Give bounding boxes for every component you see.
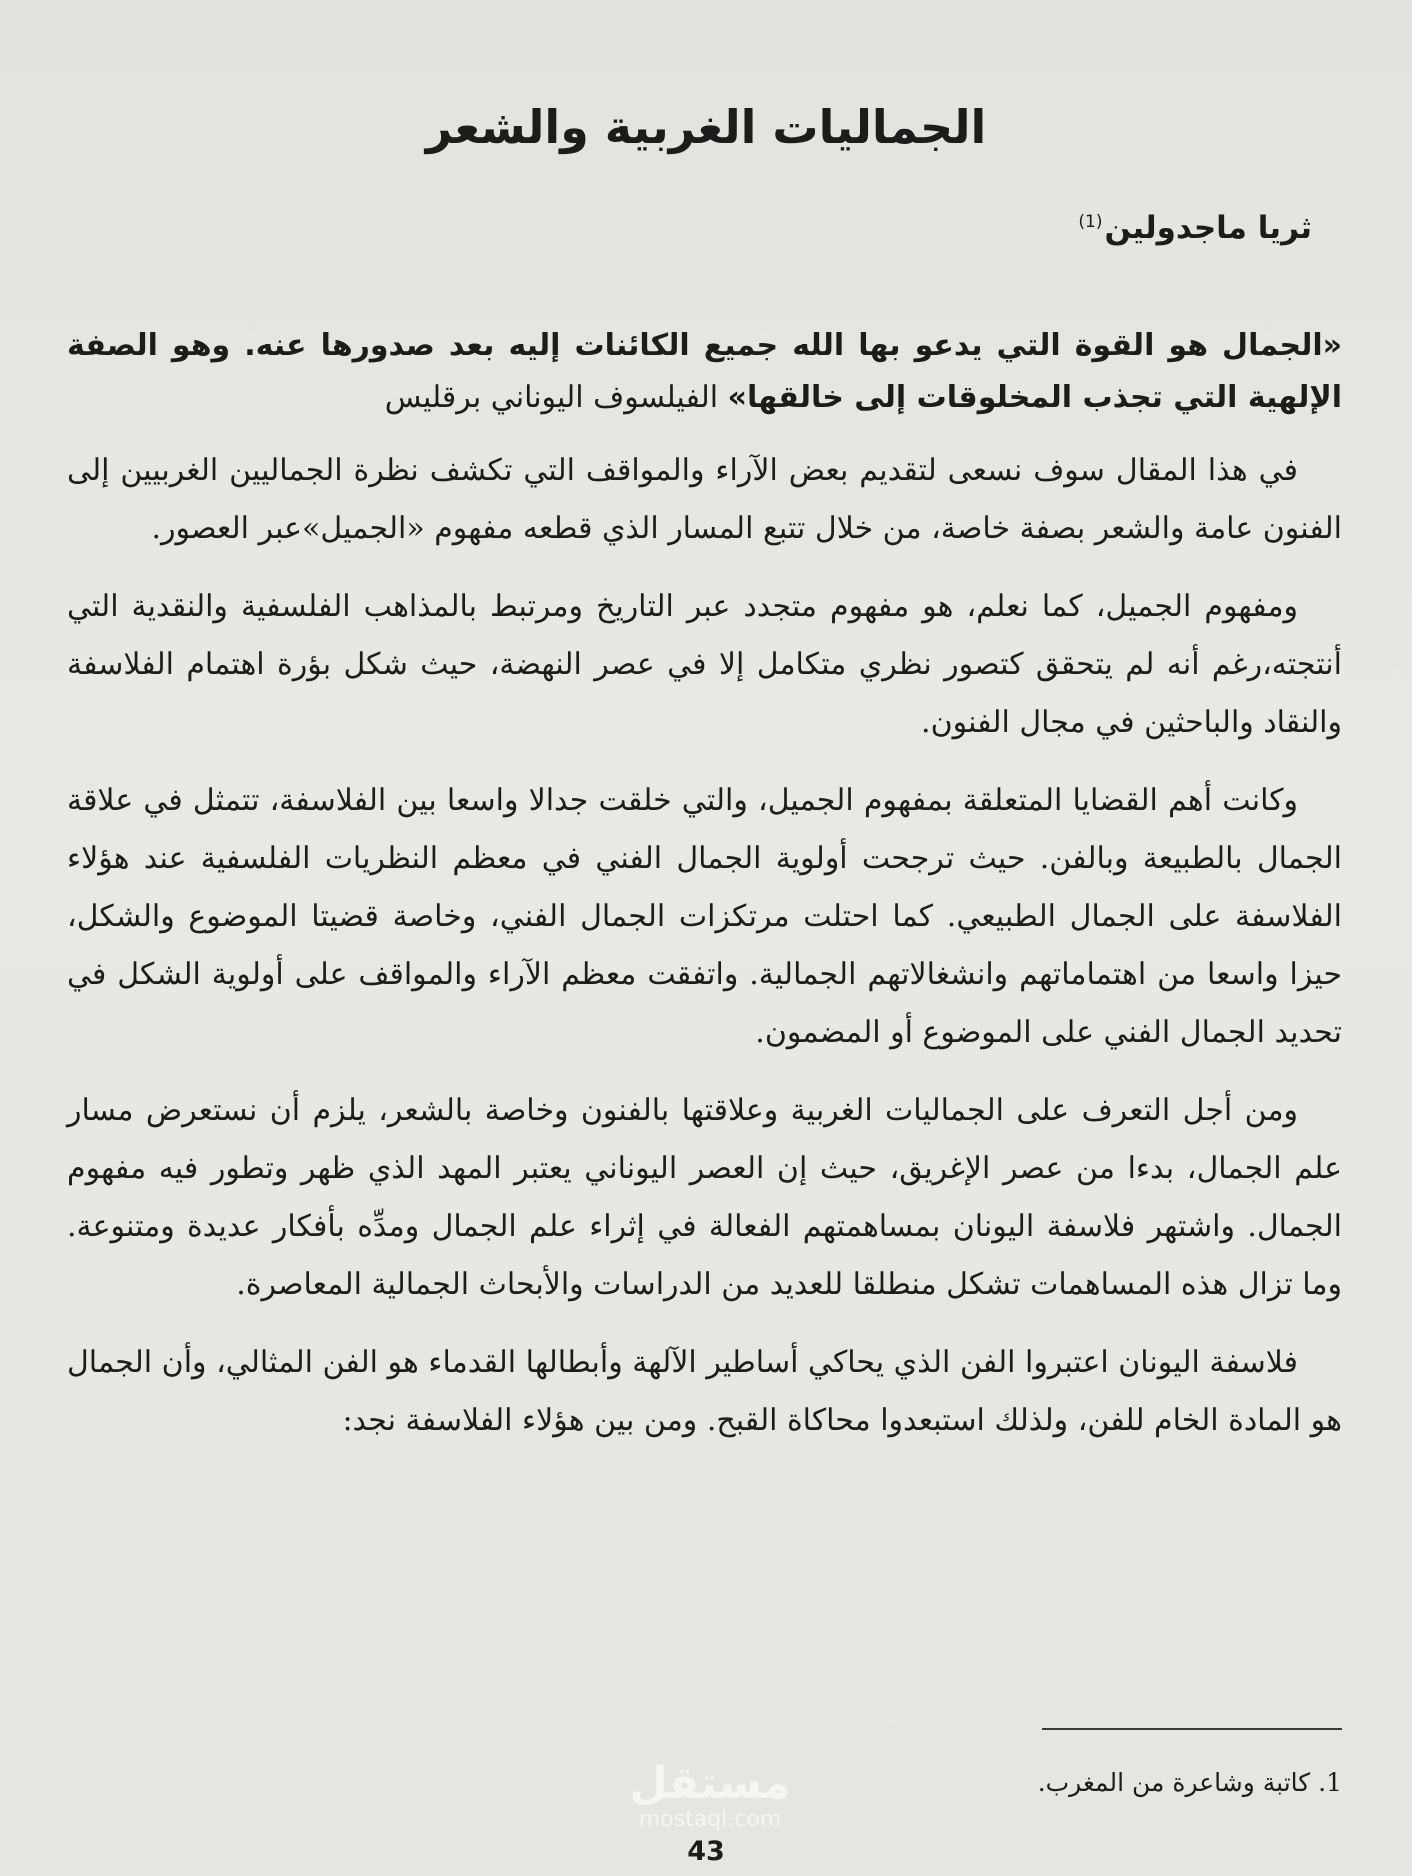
article-body <box>67 320 1342 1470</box>
watermark-arabic: مستقل <box>629 1758 791 1809</box>
paragraph: فلاسفة اليونان اعتبروا الفن الذي يحاكي أساطير الآلهة وأبطالها القدماء هو الفن المثالي، وأن الجمال هو المادة الخام للفن، ولذلك استبعدوا محاكاة القبح. ومن بين هؤلاء الفلاسفة نجد: <box>67 1345 1342 1438</box>
page-number: 43 <box>687 1836 725 1867</box>
paragraph: في هذا المقال سوف نسعى لتقديم بعض الآراء والمواقف التي تكشف نظرة الجماليين الغربيين إلى الفنون عامة والشعر بصفة خاصة، من خلال تتبع المسار الذي قطعه مفهوم «الجميل»عبر العصور. <box>67 453 1342 546</box>
author-name-line <box>1078 210 1312 246</box>
epigraph-quote <box>67 320 1342 424</box>
author-name: ثريا ماجدولين <box>1104 210 1312 246</box>
paragraph: ومن أجل التعرف على الجماليات الغربية وعلاقتها بالفنون وخاصة بالشعر، يلزم أن نستعرض مسار علم الجمال، بدءا من عصر الإغريق، حيث إن العصر اليوناني يعتبر المهد الذي ظهر وتطور فيه مفهوم الجمال. واشتهر فلاسفة اليونان بمساهمتهم الفعالة في إثراء علم الجمال ومدِّه بأفكار عديدة ومتنوعة. وما تزال هذه المساهمات تشكل منطلقا للعديد من الدراسات والأبحاث الجمالية المعاصرة. <box>67 1093 1342 1302</box>
paragraph: ومفهوم الجميل، كما نعلم، هو مفهوم متجدد عبر التاريخ ومرتبط بالمذاهب الفلسفية والنقدية التي أنتجته،رغم أنه لم يتحقق كتصور نظري متكامل إلا في عصر النهضة، حيث شكل بؤرة اهتمام الفلاسفة والنقاد والباحثين في مجال الفنون. <box>67 589 1342 740</box>
watermark-latin: mostaql.com <box>638 1807 782 1832</box>
quote-attribution: الفيلسوف اليوناني برقليس <box>384 380 728 415</box>
footnote: 1. كاتبة وشاعرة من المغرب. <box>1037 1768 1342 1797</box>
watermark-logo <box>620 1760 800 1832</box>
footnote-divider <box>1042 1728 1342 1730</box>
quote-text: «الجمال هو القوة التي يدعو بها الله جميع الكائنات إليه بعد صدورها عنه. وهو الصفة الإلهية التي تجذب المخلوقات إلى خالقها» <box>67 328 1342 415</box>
article-title: الجماليات الغربية والشعر <box>425 100 987 154</box>
footnote-reference: (1) <box>1078 211 1103 232</box>
paragraph: وكانت أهم القضايا المتعلقة بمفهوم الجميل، والتي خلقت جدالا واسعا بين الفلاسفة، تتمثل في علاقة الجمال بالطبيعة وبالفن. حيث ترجحت أولوية الجمال الفني في معظم النظريات الفلسفية عند هؤلاء الفلاسفة على الجمال الطبيعي. كما احتلت مرتكزات الجمال الفني، وخاصة قضيتا الموضوع والشكل، حيزا واسعا من اهتماماتهم وانشغالاتهم الجمالية. واتفقت معظم الآراء والمواقف على أولوية الشكل في تحديد الجمال الفني على الموضوع أو المضمون. <box>67 783 1342 1050</box>
